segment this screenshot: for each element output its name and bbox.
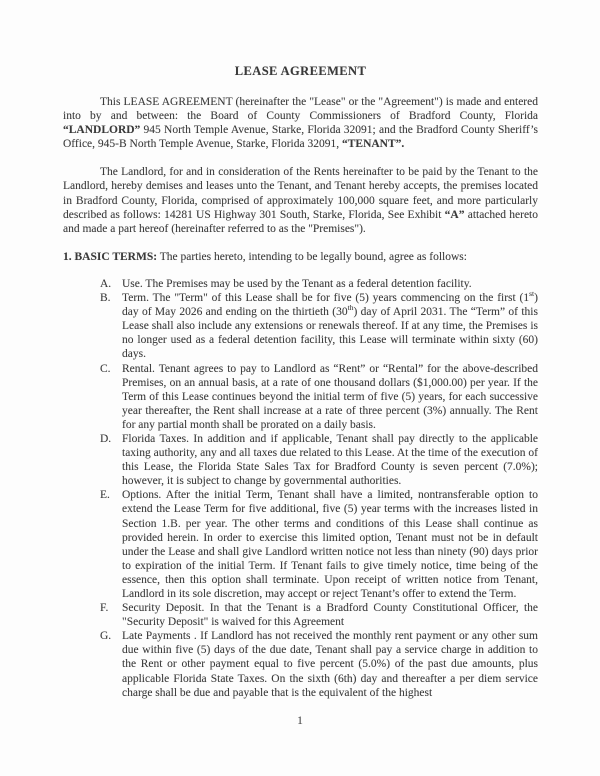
term-item-text: Florida Taxes. In addition and if applicable, Tenant shall pay directly to the applicable taxing authority, any and all taxes due related to this Lease. At the time of the execution of this Lease, the Florida State Sales Tax for Bradford County is seven percent (7.0%); however, it is subject to change by governmental authorities. [122,432,538,488]
term-item-late-payments [100,629,538,699]
premises-paragraph: The Landlord, for and in consideration of the Rents hereinafter to be paid by the Tenant to the Landlord, hereby demises and leases unto the Tenant, and Tenant hereby accepts, the premises located in Bradford County, Florida, comprised of approximately 100,000 square feet, and more particularly described as follows: 14281 US Highway 301 South, Starke, Florida, See Exhibit “A” attached hereto and made a part hereof (hereinafter referred to as the "Premises"). [63,166,538,235]
term-item-letter: E. [100,489,110,502]
intro-paragraph: This LEASE AGREEMENT (hereinafter the "Lease" or the "Agreement") is made and entered into by and between: the Board of County Commissioners of Bradford County, Florida “LANDLORD” 945 North Temple Avenue, Starke, Florida 32091; and the Bradford County Sheriff’s Office, 945-B North Temple Avenue, Starke, Florida 32091, “TENANT”. [63,96,538,151]
page-number: 1 [297,715,303,727]
term-item-text: Use. The Premises may be used by the Tenant as a federal detention facility. [122,277,472,290]
term-item-letter: C. [100,362,111,375]
term-item-text: Security Deposit. In that the Tenant is a Bradford County Constitutional Officer, the "Security Deposit" is waived for this Agreement [122,602,538,629]
term-item-security-deposit [100,601,538,629]
document-title: LEASE AGREEMENT [234,64,367,78]
term-item-text: Late Payments . If Landlord has not received the monthly rent payment or any other sum due within five (5) days of the due date, Tenant shall pay a service charge in addition to the Rent or other payment equal to five percent (5.0%) of the past due amounts, plus applicable Florida State Taxes. On the sixth (6th) day and thereafter a per diem service charge shall be due and payable that is the equivalent of the highest [122,630,538,699]
term-item-text: Options. After the initial Term, Tenant shall have a limited, nontransferable option to extend the Lease Term for five additional, five (5) year terms with the increases listed in Section 1.B. per year. The other terms and conditions of this Lease shall continue as provided herein. In order to exercise this limited option, Tenant must not be in default under the Lease and shall give Landlord written notice not less than ninety (90) days prior to expiration of the initial Term. If Tenant fails to give timely notice, time being of the essence, then this option shall terminate. Upon receipt of written notice from Tenant, Landlord in its sole discretion, may accept or reject Tenant’s offer to extend the Term. [122,489,538,600]
term-item-rental [100,362,538,432]
term-item-florida-taxes [100,432,538,488]
term-item-letter: B. [100,292,111,305]
term-item-letter: G. [100,630,112,643]
term-item-letter: A. [100,277,112,290]
term-item-term [100,291,538,361]
term-item-text: Term. The "Term" of this Lease shall be for five (5) years commencing on the first (1st) day of May 2026 and ending on the thirtieth (30th) day of April 2031. The “Term” of this Lease shall also include any extensions or renewals thereof. If at any time, the Premises is no longer used as a federal detention facility, this Lease will terminate within sixty (60) days. [122,289,538,361]
term-item-text: Rental. Tenant agrees to pay to Landlord as “Rent” or “Rental” for the above-described Premises, on an annual basis, at a rate of one thousand dollars ($1,000.00) per year. If the Term of this Lease continues beyond the initial term of five (5) years, for each successive year thereafter, the Rent shall increase at a rate of three percent (3%) annually. The Rent for any partial month shall be prorated on a daily basis. [122,362,538,431]
term-item-options [100,488,538,601]
term-item-use [100,277,538,291]
term-item-letter: D. [100,432,112,445]
basic-terms-heading: 1. BASIC TERMS: The parties hereto, intending to be legally bound, agree as follows: [63,250,467,263]
term-item-letter: F. [100,602,109,615]
basic-terms-list [100,277,538,700]
